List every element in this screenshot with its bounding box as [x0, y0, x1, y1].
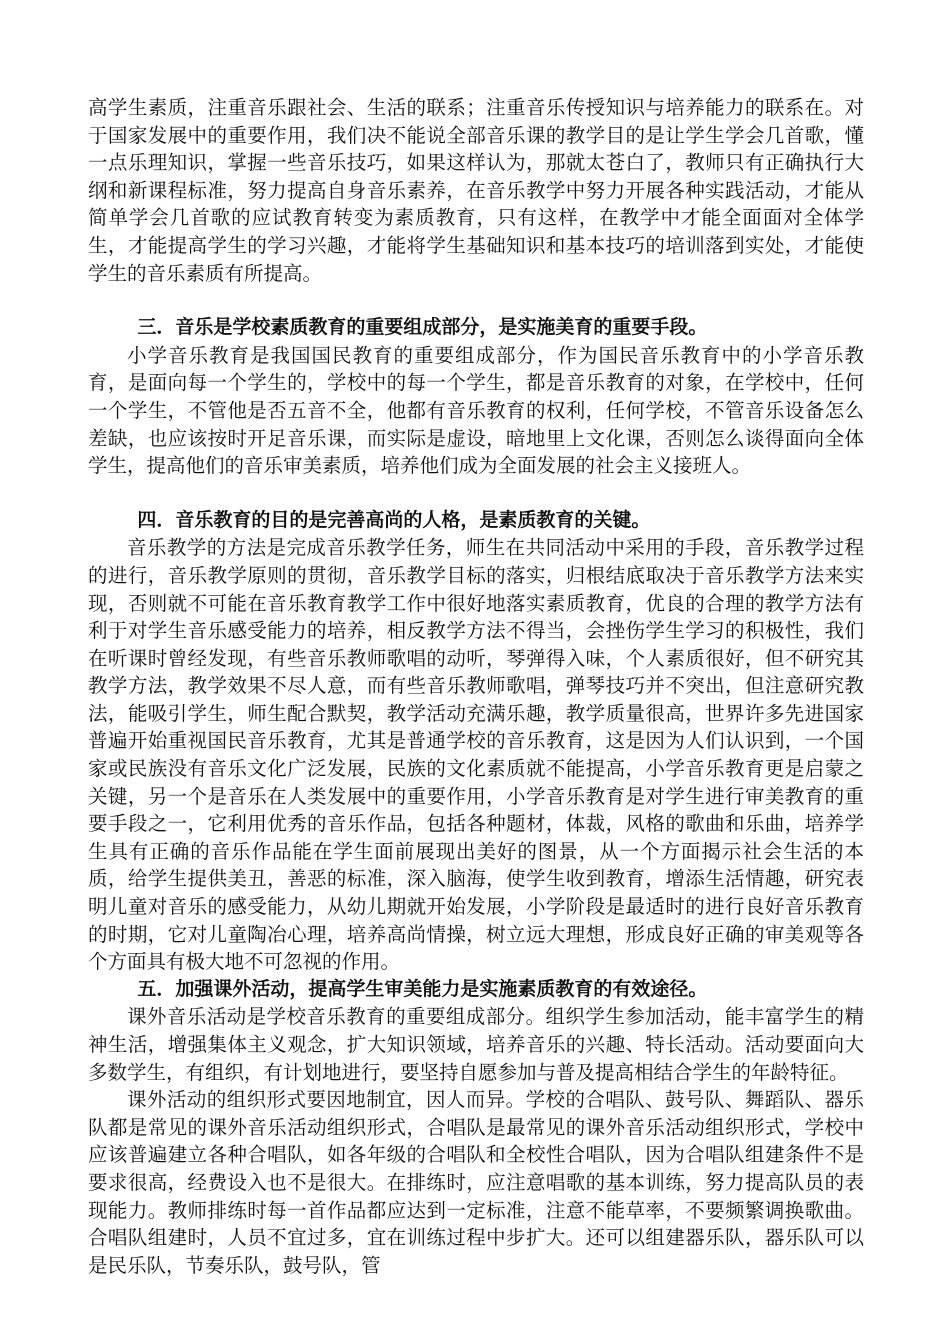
- spacer: [88, 480, 864, 507]
- document-page: [88, 94, 864, 1279]
- paragraph-section-5a: 课外音乐活动是学校音乐教育的重要组成部分。组织学生参加活动，能丰富学生的精神生活，增强集体主义观念，扩大知识领域，培养音乐的兴趣、特长活动。活动要面向大多数学生，有组织，有计划地进行，要坚持自愿参加与普及提高相结合学生的年龄特征。: [88, 1005, 864, 1084]
- paragraph-section-3: 小学音乐教育是我国国民教育的重要组成部分，作为国民音乐教育中的小学音乐教育，是面向每一个学生的，学校中的每一个学生，都是音乐教育的对象，在学校中，任何一个学生，不管他是否五音不全，他都有音乐教育的权利，任何学校，不管音乐设备怎么差缺，也应该按时开足音乐课，而实际是虚设，暗地里上文化课，否则怎么谈得面向全体学生，提高他们的音乐审美素质，培养他们成为全面发展的社会主义接班人。: [88, 343, 864, 478]
- paragraph-section-5b: 课外活动的组织形式要因地制宜，因人而异。学校的合唱队、鼓号队、舞蹈队、器乐队都是常见的课外音乐活动组织形式，合唱队是最常见的课外音乐活动组织形式，学校中应该普遍建立各种合唱队，如各年级的合唱队和全校性合唱队，因为合唱队组建条件不是要求很高，经费设入也不是很大。在排练时，应注意唱歌的基本训练，努力提高队员的表现能力。教师排练时每一首作品都应达到一定标准，注意不能草率，不要频繁调换歌曲。合唱队组建时，人员不宜过多，宜在训练过程中步扩大。还可以组建器乐队，器乐队可以是民乐队，节奏乐队，鼓号队，管: [88, 1088, 864, 1277]
- spacer: [88, 287, 864, 314]
- paragraph-continuation: 高学生素质，注重音乐跟社会、生活的联系；注重音乐传授知识与培养能力的联系在。对于国家发展中的重要作用，我们决不能说全部音乐课的教学目的是让学生学会几首歌，懂一点乐理知识，掌握一些音乐技巧，如果这样认为，那就太苍白了，教师只有正确执行大纲和新课程标准，努力提高自身音乐素养，在音乐教学中努力开展各种实践活动，才能从简单学会几首歌的应试教育转变为素质教育，只有这样，在教学中才能全面面对全体学生，才能提高学生的学习兴趣，才能将学生基础知识和基本技巧的培训落到实处，才能使学生的音乐素质有所提高。: [88, 96, 864, 285]
- section-heading-5: 五．加强课外活动，提高学生审美能力是实施素质教育的有效途径。: [137, 977, 708, 1000]
- section-heading-4: 四．音乐教育的目的是完善高尚的人格，是素质教育的关键。: [137, 508, 651, 531]
- section-heading-3: 三．音乐是学校素质教育的重要组成部分，是实施美育的重要手段。: [137, 316, 708, 339]
- paragraph-section-4: 音乐教学的方法是完成音乐教学任务，师生在共同活动中采用的手段，音乐教学过程的进行，音乐教学原则的贯彻，音乐教学目标的落实，归根结底取决于音乐教学方法来实现，否则就不可能在音乐教育教学工作中很好地落实素质教育，优良的合理的教学方法有利于对学生音乐感受能力的培养，相反教学方法不得当，会挫伤学生学习的积极性，我们在听课时曾经发现，有些音乐教师歌唱的动听，琴弹得入味，个人素质很好，但不研究其教学方法，教学效果不尽人意，而有些音乐教师歌唱，弹琴技巧并不突出，但注意研究教法，能吸引学生，师生配合默契，教学活动充满乐趣，教学质量很高，世界许多先进国家普遍开始重视国民音乐教育，尤其是普通学校的音乐教育，这是因为人们认识到，一个国家或民族没有音乐文化广泛发展，民族的文化素质就不能提高，小学音乐教育更是启蒙之关键，另一个是音乐在人类发展中的重要作用，小学音乐教育是对学生进行审美教育的重要手段之一，它利用优秀的音乐作品，包括各种题材，体裁，风格的歌曲和乐曲，培养学生具有正确的音乐作品能在学生面前展现出美好的图景，从一个方面揭示社会生活的本质，给学生提供美丑，善恶的标准，深入脑海，使学生收到教育，增添生活情趣，研究表明儿童对音乐的感受能力，从幼儿期就开始发展，小学阶段是最适时的进行良好音乐教育的时期，它对儿童陶冶心理，培养高尚情操，树立远大理想，形成良好正确的审美观等各个方面具有极大地不可忽视的作用。: [88, 536, 864, 974]
